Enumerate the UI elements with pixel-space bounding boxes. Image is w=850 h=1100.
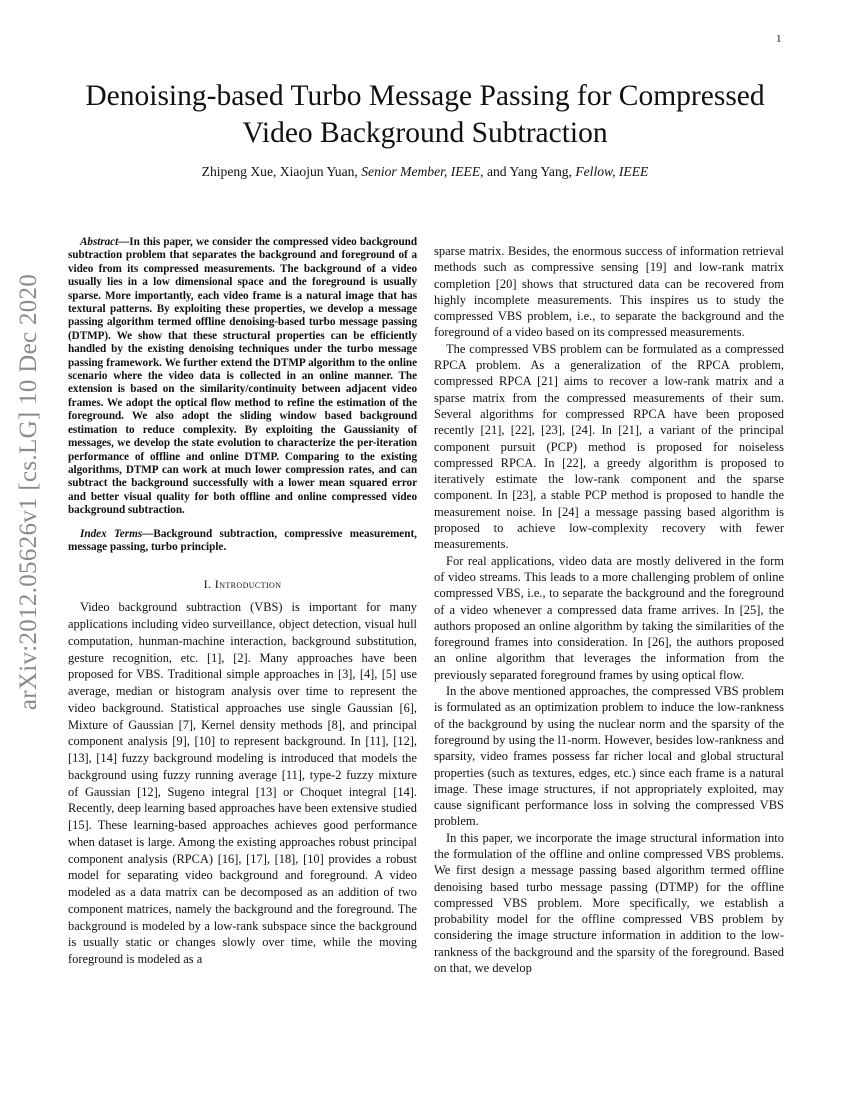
intro-paragraph-1: Video background subtraction (VBS) is important for many applications including video surveillance, object detection, visual hull computation, hunman-machine interaction, background substitution, gesture recognition, etc. [1], [2]. Many approaches have been proposed for VBS. Traditional simple approaches in [3], [4], [5] use average, median or histogram analysis over time to represent the video background. Statistical approaches use single Gaussian [6], Mixture of Gaussian [7], Kernel density methods [8], and principal component analysis [9], [10] to represent background. In [11], [12], [13], [14] fuzzy background modeling is introduced that models the background using fuzzy running average [11], type-2 fuzzy mixture of Gaussian [12], Sugeno integral [13] or Choquet integral [14]. Recently, deep learning based approaches have been extensive studied [15]. These learning-based approaches achieves good performance when dataset is large. Among the existing approaches robust principal component analysis (RPCA) [16], [17], [18], [10] provides a robust model for separating video background and foreground. A video modeled as a data matrix can be decomposed as an addition of two component matrices, namely the background and the foreground. The background is modeled by a low-rank subspace since the background is usually static or changes slowly over time, while the moving foreground is modeled as a xyxy=(68,600,417,967)
author-role-1: Senior Member, IEEE xyxy=(361,164,481,179)
abstract-label: Abstract xyxy=(80,236,119,248)
author-names-1: Zhipeng Xue, Xiaojun Yuan, xyxy=(201,164,362,179)
index-terms-text: —Background subtraction, compressive measurement, message passing, turbo principle. xyxy=(68,527,417,553)
arxiv-identifier-stamp[interactable] xyxy=(8,273,50,711)
intro-paragraph-4: For real applications, video data are mostly delivered in the form of video streams. This leads to a more challenging problem of online compressed VBS, i.e., to separate the background and the foreground of a video whenever a compressed data frame arrives. In [25], the authors proposed an online algorithm by taking the similarities of the foreground frames into consideration. In [26], the authors proposed an online algorithm that leverages the information from the previously separated foreground frames by using optical flow. xyxy=(434,553,784,682)
intro-paragraph-3: The compressed VBS problem can be formulated as a compressed RPCA problem. As a generalization of the RPCA problem, compressed RPCA [21] aims to recover a low-rank matrix and a sparse matrix from the compressed measurements of their sum. Several algorithms for compressed RPCA have been proposed recently [21], [22], [23], [24]. In [21], a variant of the principal component pursuit (PCP) method is proposed for noiseless compressed RPCA. In [22], a greedy algorithm is proposed to iteratively estimate the low-rank component and the sparse component. In [23], a stable PCP method is proposed to handle the measurement noise. In [24] a message passing based algorithm is proposed to achieve low-complexity recovery with fewer measurements. xyxy=(434,341,784,552)
index-terms-label: Index Terms xyxy=(80,527,143,540)
right-column xyxy=(434,243,784,976)
intro-paragraph-5: In the above mentioned approaches, the compressed VBS problem is formulated as an optimization problem to induce the low-rankness of the background by using the nuclear norm and the sparsity of the foreground by using the l1-norm. However, besides low-rankness and sparsity, video frames possess far richer local and global structural properties (such as textures, edges, etc.) since each frame is a natural image. These image structures, if not appropriately exploited, may cause significant performance loss in solving the compressed VBS problem. xyxy=(434,684,784,829)
arxiv-identifier-text: arXiv:2012.05626v1 [cs.LG] 10 Dec 2020 xyxy=(15,273,43,711)
abstract xyxy=(68,236,417,518)
section-heading-introduction: I. Introduction xyxy=(203,577,282,592)
index-terms xyxy=(68,528,417,555)
left-column xyxy=(68,236,417,968)
author-role-2: Fellow, IEEE xyxy=(575,164,649,179)
abstract-text: —In this paper, we consider the compressed video background subtraction problem that separates the background and foreground of a video from its compressed measurements. The background of a video usually lies in a low dimensional space and the foreground is usually sparse. More importantly, each video frame is a natural image that has textural patterns. By exploiting these properties, we develop a message passing algorithm termed offline denoising-based turbo message passing (DTMP). We show that these structural properties can be efficiently handled by the existing denoising techniques under the turbo message passing framework. We further extend the DTMP algorithm to the online scenario where the video data is collected in an online manner. The extension is based on the similarity/continuity between adjacent video frames. We adopt the optical flow method to refine the estimation of the foreground. We also adopt the sliding window based background estimation to reduce complexity. By exploiting the Gaussianity of messages, we develop the state evolution to characterize the per-iteration performance of offline and online DTMP. Comparing to the existing algorithms, DTMP can work at much lower compression rates, and can subtract the background successfully with a lower mean squared error and better visual quality for both offline and online compressed video background subtraction. xyxy=(68,236,417,517)
author-line xyxy=(60,164,790,180)
paper-title: Denoising-based Turbo Message Passing for Compressed Video Background Subtraction xyxy=(85,80,765,149)
page-number: 1 xyxy=(776,33,782,45)
author-names-2: , and Yang Yang, xyxy=(480,164,576,179)
intro-paragraph-6: In this paper, we incorporate the image structural information into the formulation of the offline and online compressed VBS problems. We first design a message passing based algorithm termed offline denoising based turbo message passing (DTMP) for the offline compressed VBS problem. More specifically, we establish a probability model for the offline compressed VBS problem by considering the image structure information in addition to the low-rankness of the background and the sparsity of the foreground. Based on that, we develop xyxy=(434,830,784,976)
intro-paragraph-2: sparse matrix. Besides, the enormous success of information retrieval methods such as compressive sensing [19] and low-rank matrix completion [20] shows that structured data can be recovered from highly incomplete measurements. This inspires us to study the compressed VBS problem, i.e., to separate the background and the foreground of a video based on its compressed measurements. xyxy=(434,244,784,340)
